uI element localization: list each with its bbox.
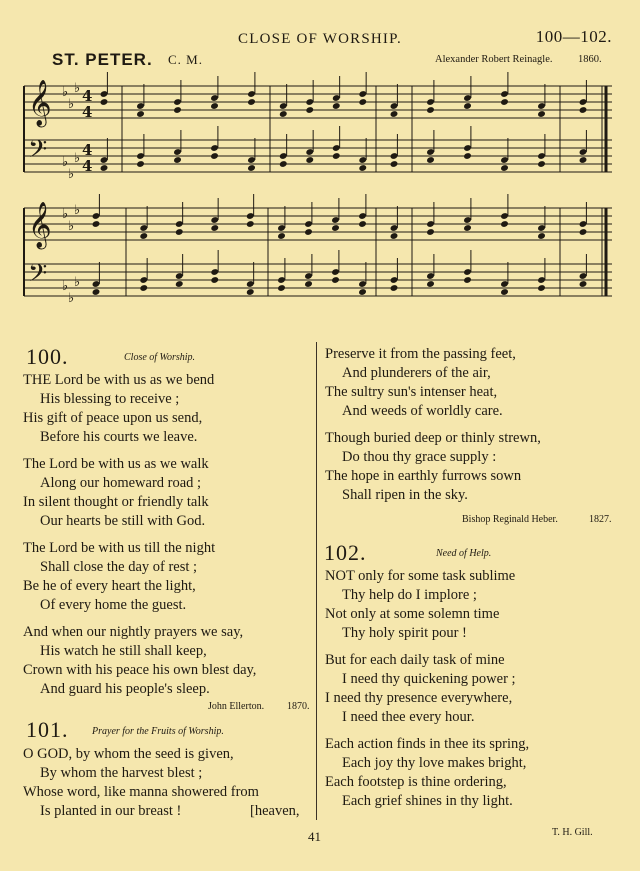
notehead [332, 102, 341, 110]
notehead [175, 228, 184, 236]
notehead [579, 280, 588, 288]
notehead [100, 164, 109, 172]
verse-line: Thy holy spirit pour ! [342, 625, 467, 641]
notehead [500, 220, 509, 228]
notehead [92, 220, 101, 228]
notehead [579, 156, 588, 164]
hymn-101-number: 101. [26, 717, 69, 742]
notehead [358, 288, 367, 296]
verse-line: Our hearts be still with God. [40, 513, 206, 529]
notehead [92, 288, 101, 296]
hymn-101-overflow: [heaven, [250, 803, 300, 819]
notehead [537, 160, 546, 168]
tune-name: ST. PETER. [52, 50, 153, 69]
flat-icon: ♭ [68, 291, 75, 306]
verse-line: Though buried deep or thinly strewn, [325, 430, 541, 446]
notehead [426, 280, 435, 288]
notehead [139, 284, 148, 292]
treble-clef-icon: 𝄞 [28, 80, 52, 126]
verse-line: O GOD, by whom the seed is given, [23, 746, 234, 762]
notehead [246, 220, 255, 228]
notehead [358, 220, 367, 228]
flat-icon: ♭ [68, 167, 75, 182]
hymn-102-subtitle: Need of Help. [436, 548, 492, 559]
notehead [579, 228, 588, 236]
verse-line: The hope in earthly furrows sown [325, 468, 522, 484]
notehead [331, 224, 340, 232]
verse-line: I need thee every hour. [342, 709, 475, 725]
notehead [277, 284, 286, 292]
verse-line: The Lord be with us as we walk [23, 456, 209, 472]
verse-line: Each joy thy love makes bright, [342, 755, 527, 771]
notehead [277, 232, 286, 240]
notehead [173, 106, 182, 114]
verse-line: Each grief shines in thy light. [342, 793, 513, 809]
time-signature-bottom: 4 [82, 157, 93, 175]
hymn-100-subtitle: Close of Worship. [124, 352, 196, 363]
notehead [390, 284, 399, 292]
composer: Alexander Robert Reinagle. [435, 54, 553, 65]
flat-icon: ♭ [62, 207, 69, 222]
music-score [0, 0, 640, 320]
verse-line: The sultry sun's intenser heat, [325, 384, 498, 400]
verse-line: THE Lord be with us as we bend [23, 372, 215, 388]
verse-line: His watch he still shall keep, [40, 643, 207, 659]
section-title: CLOSE OF WORSHIP. [238, 31, 402, 47]
notehead [210, 102, 219, 110]
notehead [139, 232, 148, 240]
notehead [210, 276, 219, 284]
bass-clef-icon: 𝄢 [28, 135, 48, 170]
notehead [247, 164, 256, 172]
verse-line: And weeds of worldly care. [342, 403, 503, 419]
page-number: 41 [308, 829, 321, 844]
verse-line: Thy help do I implore ; [342, 587, 477, 603]
flat-icon: ♭ [74, 151, 81, 166]
verse-line: By whom the harvest blest ; [40, 765, 203, 781]
notehead [390, 160, 399, 168]
verse-line: I need thy presence everywhere, [325, 690, 513, 706]
verse-line: Not only at some solemn time [325, 606, 500, 622]
notehead [279, 160, 288, 168]
notehead [463, 102, 472, 110]
hymn-102-number: 102. [324, 540, 367, 565]
notehead [305, 106, 314, 114]
verse-line: Do thou thy grace supply : [342, 449, 497, 465]
verse-line: But for each daily task of mine [325, 652, 505, 668]
notehead [426, 228, 435, 236]
notehead [279, 110, 288, 118]
notehead [390, 232, 399, 240]
flat-icon: ♭ [62, 155, 69, 170]
hymn-101-subtitle: Prayer for the Fruits of Worship. [92, 726, 224, 737]
notehead [210, 152, 219, 160]
notehead [358, 98, 367, 106]
verse-line: His gift of peace upon us send, [23, 410, 203, 426]
hymn-101-year: 1827. [589, 514, 612, 525]
time-signature-top: 4 [82, 87, 93, 105]
time-signature-top: 4 [82, 141, 93, 159]
verse-line: Each action finds in thee its spring, [325, 736, 530, 752]
verse-line: I need thy quickening power ; [342, 671, 516, 687]
verse-line: Be he of every heart the light, [23, 578, 196, 594]
notehead [426, 106, 435, 114]
notehead [500, 164, 509, 172]
verse-line: Preserve it from the passing feet, [325, 346, 516, 362]
flat-icon: ♭ [74, 203, 81, 218]
verse-line: Shall ripen in the sky. [342, 487, 468, 503]
notehead [100, 98, 109, 106]
verse-line: Crown with his peace his own blest day, [23, 662, 257, 678]
verse-line: Shall close the day of rest ; [40, 559, 198, 575]
notehead [247, 98, 256, 106]
verse-line: Is planted in our breast ! [40, 803, 182, 819]
hymn-100-number: 100. [26, 344, 69, 369]
verse-line: And guard his people's sleep. [40, 681, 210, 697]
notehead [463, 152, 472, 160]
flat-icon: ♭ [74, 81, 81, 96]
hymn-102-author: T. H. Gill. [552, 827, 593, 838]
notehead [210, 224, 219, 232]
verse-line: Before his courts we leave. [40, 429, 198, 445]
time-signature-bottom: 4 [82, 103, 93, 121]
notehead [175, 280, 184, 288]
verse-line: Of every home the guest. [40, 597, 187, 613]
hymn-100-year: 1870. [287, 701, 310, 712]
notehead [579, 106, 588, 114]
meter: C. M. [168, 52, 203, 67]
verse-line: His blessing to receive ; [40, 391, 180, 407]
notehead [173, 156, 182, 164]
verse-line: Whose word, like manna showered from [23, 784, 259, 800]
verse-line: In silent thought or friendly talk [23, 494, 209, 510]
verse-line: Along our homeward road ; [40, 475, 202, 491]
notehead [463, 224, 472, 232]
verse-line: The Lord be with us till the night [23, 540, 216, 556]
notehead [537, 284, 546, 292]
notehead [304, 280, 313, 288]
verse-line: And when our nightly prayers we say, [23, 624, 244, 640]
notehead [358, 164, 367, 172]
notehead [136, 110, 145, 118]
notehead [500, 98, 509, 106]
flat-icon: ♭ [62, 279, 69, 294]
notehead [136, 160, 145, 168]
flat-icon: ♭ [62, 85, 69, 100]
notehead [426, 156, 435, 164]
notehead [537, 110, 546, 118]
treble-clef-icon: 𝄞 [28, 202, 52, 248]
verse-line: Each footstep is thine ordering, [325, 774, 507, 790]
hymn-101-author: Bishop Reginald Heber. [462, 514, 558, 525]
notehead [331, 276, 340, 284]
notehead [537, 232, 546, 240]
notehead [246, 288, 255, 296]
flat-icon: ♭ [74, 275, 81, 290]
hymn-number-range: 100—102. [535, 27, 612, 46]
composer-year: 1860. [578, 54, 602, 65]
hymn-100-author: John Ellerton. [208, 701, 265, 712]
notehead [463, 276, 472, 284]
notehead [332, 152, 341, 160]
flat-icon: ♭ [68, 219, 75, 234]
notehead [390, 110, 399, 118]
notehead [304, 228, 313, 236]
verse-line: And plunderers of the air, [342, 365, 491, 381]
verse-line: NOT only for some task sublime [325, 568, 516, 584]
notehead [305, 156, 314, 164]
flat-icon: ♭ [68, 97, 75, 112]
notehead [500, 288, 509, 296]
column-divider [316, 342, 317, 820]
bass-clef-icon: 𝄢 [28, 259, 48, 294]
